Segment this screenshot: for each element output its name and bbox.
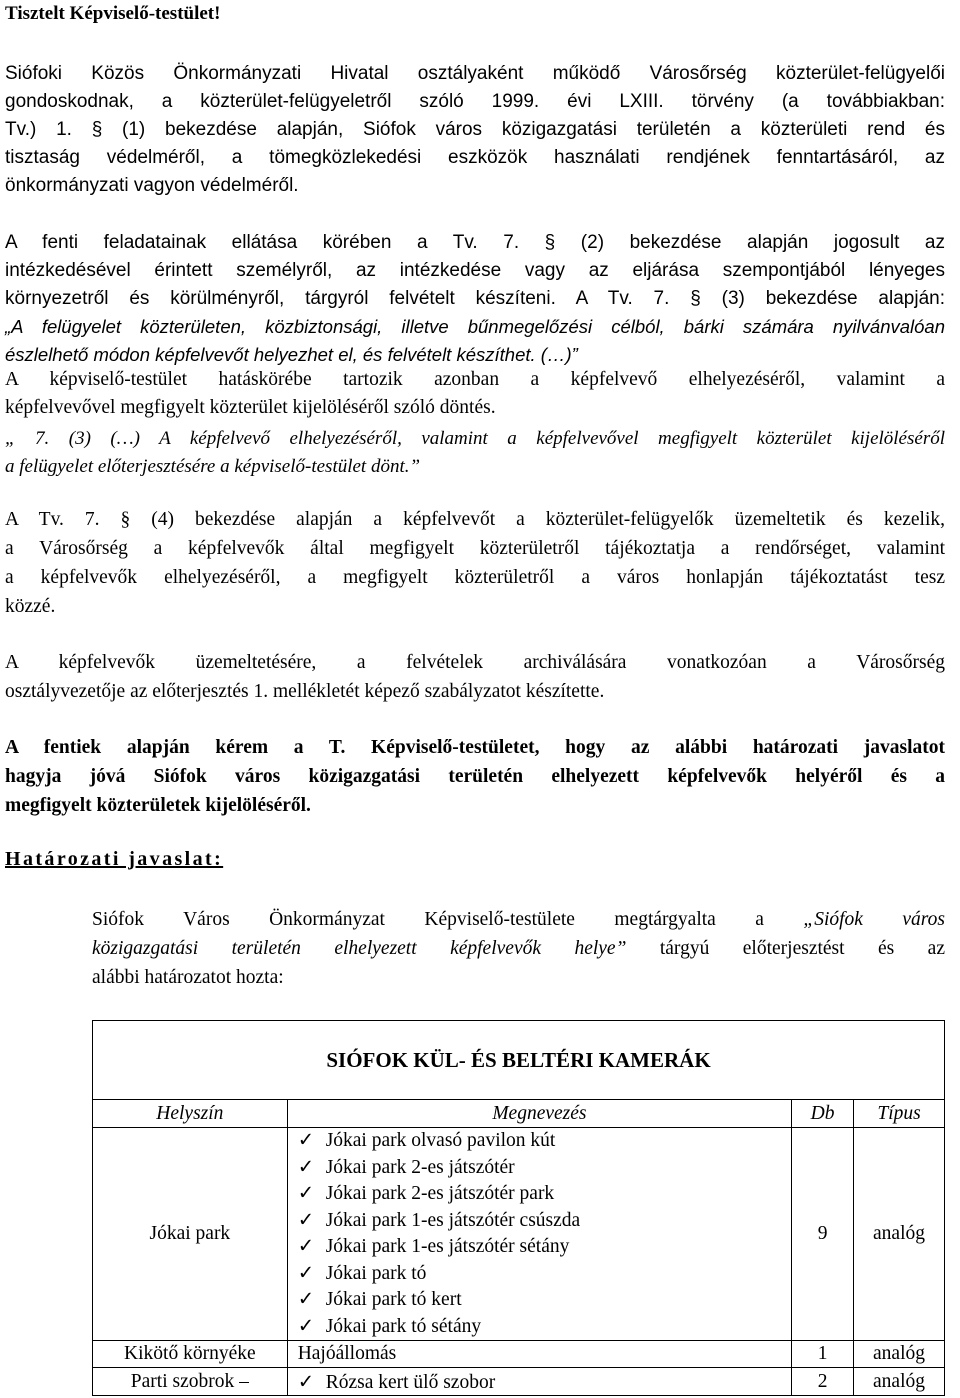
count-cell: 9	[792, 1128, 854, 1341]
list-item	[298, 1208, 787, 1235]
intro-paragraph	[5, 60, 945, 200]
check-mark-icon: ✓	[297, 1289, 315, 1310]
text-line: környezetről és körülményről, tárgyról felvételt készíteni. A Tv. 7. § (3) bekezdése alapján:	[5, 288, 945, 309]
powers-paragraph	[5, 229, 945, 313]
count-cell: 1	[792, 1341, 854, 1368]
list-item	[298, 1314, 787, 1341]
text-run: közigazgatási területén elhelyezett képfelvevők helye”	[92, 938, 627, 959]
text-line: osztályvezetője az előterjesztés 1. mellékletét képező szabályzatot készítette.	[5, 681, 605, 702]
column-header: Db	[792, 1100, 854, 1128]
list-item	[298, 1181, 787, 1208]
table-title: SIÓFOK KÜL- ÉS BELTÉRI KAMERÁK	[93, 1021, 945, 1100]
text-run: „Siófok város	[803, 909, 945, 930]
column-header: Megnevezés	[287, 1100, 791, 1128]
operation-paragraph	[5, 505, 945, 621]
item-label: Jókai park 2-es játszótér park	[325, 1183, 555, 1204]
check-mark-icon: ✓	[297, 1209, 315, 1231]
text-line	[92, 905, 945, 934]
location-cell: Jókai park	[93, 1128, 288, 1341]
regulation-paragraph	[5, 648, 945, 706]
salutation: Tisztelt Képviselő-testület!	[5, 3, 221, 24]
table-row	[93, 1128, 945, 1341]
location-cell: Kikötő környéke	[93, 1341, 288, 1368]
text-line: képfelvevővel megfigyelt közterület kijelöléséről szóló döntés.	[5, 397, 496, 418]
text-run: tárgyú előterjesztést és az	[626, 938, 945, 959]
list-item	[298, 1234, 787, 1261]
table-title-row	[93, 1021, 945, 1100]
column-header: Helyszín	[93, 1100, 288, 1128]
text-line: Siófoki Közös Önkormányzati Hivatal osztályaként működő Városőrség közterület-felügyelői	[5, 63, 945, 84]
check-mark-icon: ✓	[297, 1236, 315, 1257]
text-line: közzé.	[5, 596, 56, 617]
check-mark-icon: ✓	[297, 1130, 315, 1151]
text-line: gondoskodnak, a közterület-felügyeletről szóló 1999. évi LXIII. törvény (a továbbiakban:	[5, 91, 945, 112]
item-label: Jókai park tó	[325, 1262, 427, 1284]
check-mark-icon: ✓	[297, 1315, 315, 1337]
text-line: „A felügyelet közterületen, közbiztonsági, illetve bűnmegelőzési célból, bárki számára nyilvánvalóan	[5, 316, 945, 337]
name-cell: Hajóállomás	[287, 1341, 791, 1368]
items-cell	[287, 1128, 791, 1341]
check-mark-icon: ✓	[297, 1156, 315, 1178]
text-line: A képfelvevők üzemeltetésére, a felvételek archiválására vonatkozóan a Városőrség	[5, 652, 945, 673]
text-line: Tv.) 1. § (1) bekezdése alapján, Siófok város közigazgatási területén a közterületi rend és	[5, 119, 945, 140]
text-line: A Tv. 7. § (4) bekezdése alapján a képfelvevőt a közterület-felügyelők üzemeltetik és kezelik,	[5, 509, 945, 530]
item-label: Jókai park 1-es játszótér sétány	[325, 1236, 570, 1257]
check-mark-icon: ✓	[297, 1183, 315, 1204]
item-label: Jókai park 2-es játszótér	[325, 1156, 515, 1178]
request-paragraph	[5, 733, 945, 820]
type-cell: analóg	[854, 1368, 945, 1396]
check-mark-icon: ✓	[297, 1371, 315, 1393]
competence-paragraph	[5, 366, 945, 422]
text-line: észlelhető módon képfelvevőt helyezhet el, és felvételt készíthet. (…)”	[5, 344, 578, 365]
table-row	[93, 1341, 945, 1368]
text-line: A fenti feladatainak ellátása körében a Tv. 7. § (2) bekezdése alapján jogosult az	[5, 232, 945, 253]
text-line: A fentiek alapján kérem a T. Képviselő-testületet, hogy az alábbi határozati javaslatot	[5, 737, 945, 758]
column-header: Típus	[854, 1100, 945, 1128]
item-label: Jókai park tó kert	[325, 1289, 462, 1310]
text-line: a Városőrség a képfelvevők által megfigyelt közterületről tájékoztatja a rendőrséget, valamint	[5, 538, 945, 559]
item-label: Jókai park tó sétány	[325, 1315, 482, 1337]
text-line: önkormányzati vagyon védelméről.	[5, 175, 299, 196]
text-line: „ 7. (3) (…) A képfelvevő elhelyezéséről, valamint a képfelvevővel megfigyelt közterület kijelöléséről	[5, 428, 945, 449]
item-label: Jókai park 1-es játszótér csúszda	[325, 1209, 581, 1231]
text-line: hagyja jóvá Siófok város közigazgatási területén elhelyezett képfelvevők helyéről és a	[5, 766, 945, 787]
check-mark-icon: ✓	[297, 1262, 315, 1284]
text-line: alábbi határozatot hozta:	[92, 967, 284, 988]
text-line: tisztaság védelméről, a tömegközlekedési eszközök használati rendjének fenntartásáról, az	[5, 147, 945, 168]
text-line: a felügyelet előterjesztésére a képviselő-testület dönt.”	[5, 456, 421, 477]
law-quote-1	[5, 313, 945, 369]
resolution-paragraph	[92, 905, 945, 992]
item-label: Rózsa kert ülő szobor	[325, 1371, 496, 1393]
text-line: megfigyelt közterületek kijelöléséről.	[5, 795, 311, 816]
text-run: Siófok Város Önkormányzat Képviselő-testülete megtárgyalta a	[92, 909, 804, 930]
law-quote-2	[5, 425, 945, 481]
resolution-heading: Határozati javaslat:	[5, 848, 224, 870]
type-cell: analóg	[854, 1341, 945, 1368]
location-cell: Parti szobrok –	[93, 1368, 288, 1396]
text-line: A képviselő-testület hatáskörébe tartozik azonban a képfelvevő elhelyezéséről, valamint a	[5, 369, 945, 390]
list-item	[298, 1287, 787, 1314]
table-row	[93, 1368, 945, 1396]
list-item	[298, 1155, 787, 1182]
text-line: a képfelvevők elhelyezéséről, a megfigyelt közterületről a város honlapján tájékoztatást tesz	[5, 567, 945, 588]
list-item	[298, 1128, 787, 1155]
list-item	[298, 1261, 787, 1288]
item-label: Jókai park olvasó pavilon kút	[325, 1130, 556, 1151]
camera-table	[92, 1020, 945, 1396]
text-line	[92, 934, 945, 963]
name-cell	[287, 1368, 791, 1396]
table-header-row	[93, 1100, 945, 1128]
text-line: intézkedésével érintett személyről, az intézkedése vagy az eljárása szempontjából lényeges	[5, 260, 945, 281]
type-cell: analóg	[854, 1128, 945, 1341]
count-cell: 2	[792, 1368, 854, 1396]
